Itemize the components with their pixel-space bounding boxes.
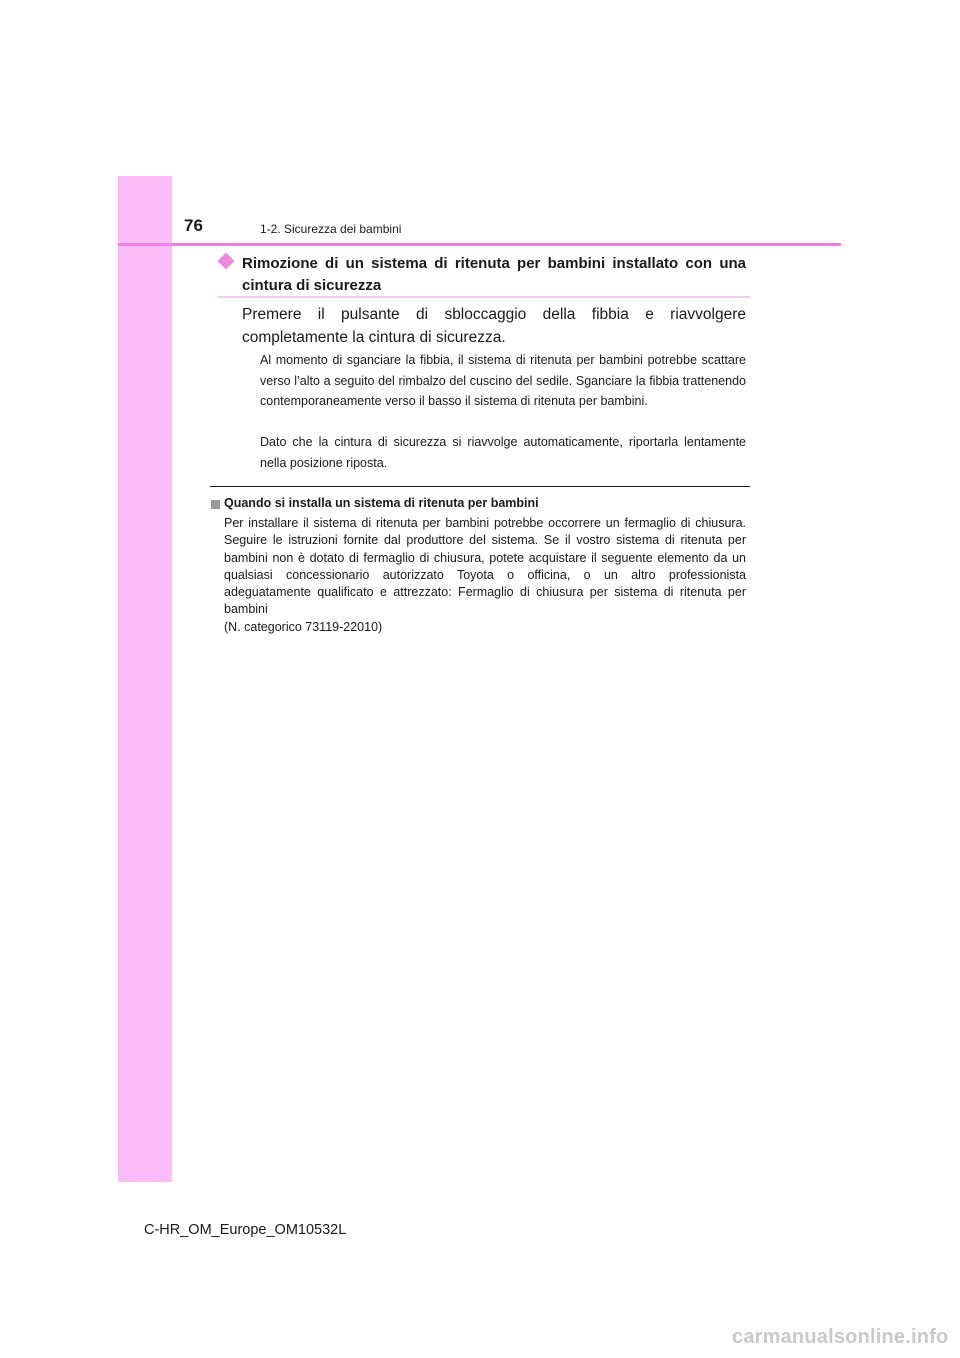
info-body	[224, 515, 746, 636]
part-number: (N. categorico 73119-22010)	[224, 619, 383, 634]
main-instruction: Premere il pulsante di sbloccaggio della fibbia e riavvolgere completamente la cintura di sicurezza.	[242, 306, 746, 346]
info-body-text: Per installare il sistema di ritenuta per bambini potrebbe occorrere un fermaglio di chiusura. Seguire le istruzioni fornite dal produttore del sistema. Se il vostro sistema di ritenuta per bambini non è dotato di fermaglio di chiusura, potete acquistare il seguente elemento da un qualsiasi concessionario autorizzato Toyota o officina, o un altro professionista adeguatamente qualificato e attrezzato: Fermaglio di chiusura per sistema di ritenuta per bambini	[224, 516, 746, 617]
subsection-rule	[218, 296, 750, 298]
header-rule	[118, 243, 841, 246]
note-paragraph: Dato che la cintura di sicurezza si riavvolge automaticamente, riportarla lentamente nella posizione riposta.	[260, 435, 746, 470]
subsection-heading: Rimozione di un sistema di ritenuta per bambini installato con una cintura di sicurezza	[242, 255, 746, 294]
square-bullet-icon	[211, 500, 220, 509]
watermark: carmanualsonline.info	[732, 1326, 949, 1348]
note-paragraph: Al momento di sganciare la fibbia, il sistema di ritenuta per bambini potrebbe scattare verso l’alto a seguito del rimbalzo del cuscino del sedile. Sganciare la fibbia trattenendo contemporaneamente verso il basso il sistema di ritenuta per bambini.	[260, 353, 746, 408]
document-code: C-HR_OM_Europe_OM10532L	[144, 1222, 347, 1238]
section-divider	[210, 486, 750, 487]
info-heading: Quando si installa un sistema di ritenuta per bambini	[224, 496, 539, 510]
page-number: 76	[184, 216, 203, 235]
pink-sidebar-tab	[118, 176, 172, 1182]
section-title: 1-2. Sicurezza dei bambini	[260, 222, 402, 236]
diamond-bullet-icon	[218, 253, 235, 270]
